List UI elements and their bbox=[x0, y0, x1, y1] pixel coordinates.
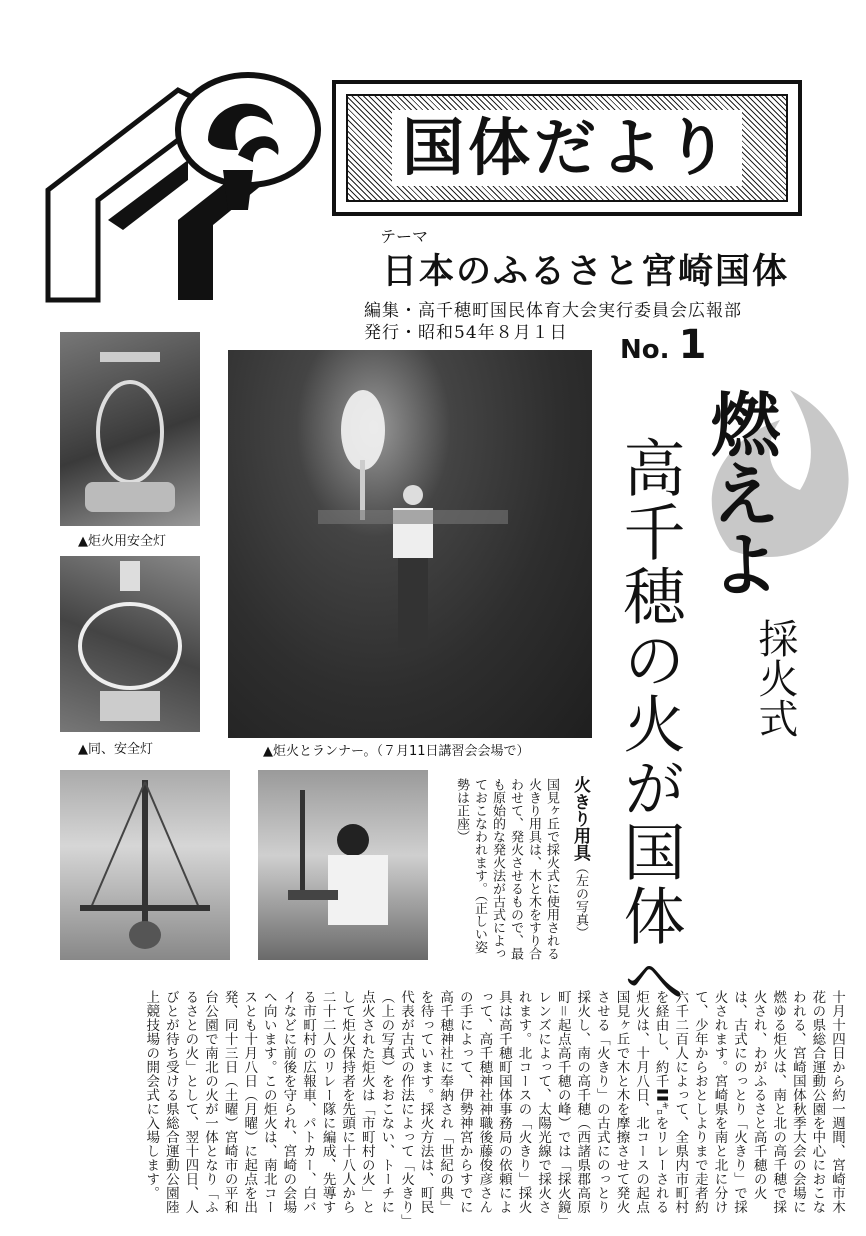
fire-drill-icon bbox=[60, 770, 230, 960]
torch-emblem-icon bbox=[38, 70, 338, 310]
theme-text: 日本のふるさと宮崎国体 bbox=[382, 252, 790, 292]
tool-subheading: （左の写真） bbox=[573, 861, 588, 939]
man-using-fire-drill-photo bbox=[258, 770, 428, 960]
issue-number bbox=[620, 322, 706, 368]
safety-lantern-photo bbox=[60, 556, 200, 732]
title-box bbox=[332, 80, 802, 216]
lantern-photo bbox=[60, 332, 200, 526]
tool-article-body: 国見ヶ丘で採火式に使用される火きり用具は、木と木をすり合わせて、発火させるもので、最も原始的な発火法が古式によっておこなわれます。（正しい姿勢は正座） bbox=[454, 778, 559, 960]
theme-label: テーマ bbox=[380, 227, 429, 246]
headline-saikashiki: 採火式 bbox=[752, 618, 798, 738]
tool-article-heading bbox=[568, 776, 593, 939]
newsletter-title: 国体だより bbox=[392, 110, 742, 186]
fire-drill-tool-photo bbox=[60, 770, 230, 960]
title-hatch-frame bbox=[346, 94, 788, 202]
caption-runner: ▲炬火とランナー。（７月11日講習会会場で） bbox=[263, 744, 530, 759]
main-article-body: 十月十四日から約一週間、宮崎市木花の県総合運動公園を中心におこなわれる、宮崎国体秋季大会の会場に燃ゆる炬火は、南と北の高千穂で採火され、わがふるさと高千穂の火は、古式にのっとり「火きり」で採火されます。宮崎県を南と北に分けて、少年からおとしよりまで走者約六千二百人によって、全県内市町村を経由し、約千〓㌔をリレーされる炬火は、十月八日、北コースの起点国見ヶ丘で木と木を摩擦させて発火させる「火きり」の古式にのっとり採火し、南の高千穂（西諸県郡高原町＝起点高千穂の峰）では「採火鏡」レンズによって、太陽光線で採火されます。北コースの「火きり」採火具は高千穂町国体事務局の依頼によって、高千穂神社神職後藤俊彦さんの手によって、伊勢神宮からすでに高千穂神社に奉納され「世紀の典」を待っています。採火方法は、町民代表が古式の作法によって「火きり」（上の写真）をおこない、トーチに点火された炬火は「市町村の火」として炬火保持者を先頭に十八人から二十二人のリレー隊に編成、先導する市町村の広報車、パトカー、白バイなどに前後を守られ、宮崎の会場へ向います。この炬火は、南北コースとも十月八日（月曜）に起点を出発、同十三日（土曜）宮崎市の平和台公園で南北の火が一体となり「ふるさとの火」として、翌十四日、人びとが待ち受ける県総合運動公園陸上競技場の開会式に入場します。 bbox=[143, 990, 845, 1222]
caption-lantern2: ▲同、安全灯 bbox=[78, 742, 153, 757]
safety-lantern-icon bbox=[60, 556, 200, 732]
tool-heading-text: 火きり用具 bbox=[570, 776, 590, 861]
issued-line: 発行・昭和54年８月１日 bbox=[364, 323, 568, 343]
editor-line: 編集・高千穂町国民体育大会実行委員会広報部 bbox=[364, 301, 742, 321]
caption-lantern1: ▲炬火用安全灯 bbox=[78, 534, 166, 549]
lantern-icon bbox=[60, 332, 200, 526]
torch-runner-icon bbox=[228, 350, 592, 738]
issue-prefix: No. bbox=[620, 335, 670, 365]
torch-runner-photo bbox=[228, 350, 592, 738]
headline-moeyo: 燃えよ bbox=[699, 388, 781, 598]
headline-main: 高千穂の火が国体へ bbox=[613, 436, 686, 1012]
man-fire-drill-icon bbox=[258, 770, 428, 960]
issue-number-value: 1 bbox=[678, 322, 707, 368]
